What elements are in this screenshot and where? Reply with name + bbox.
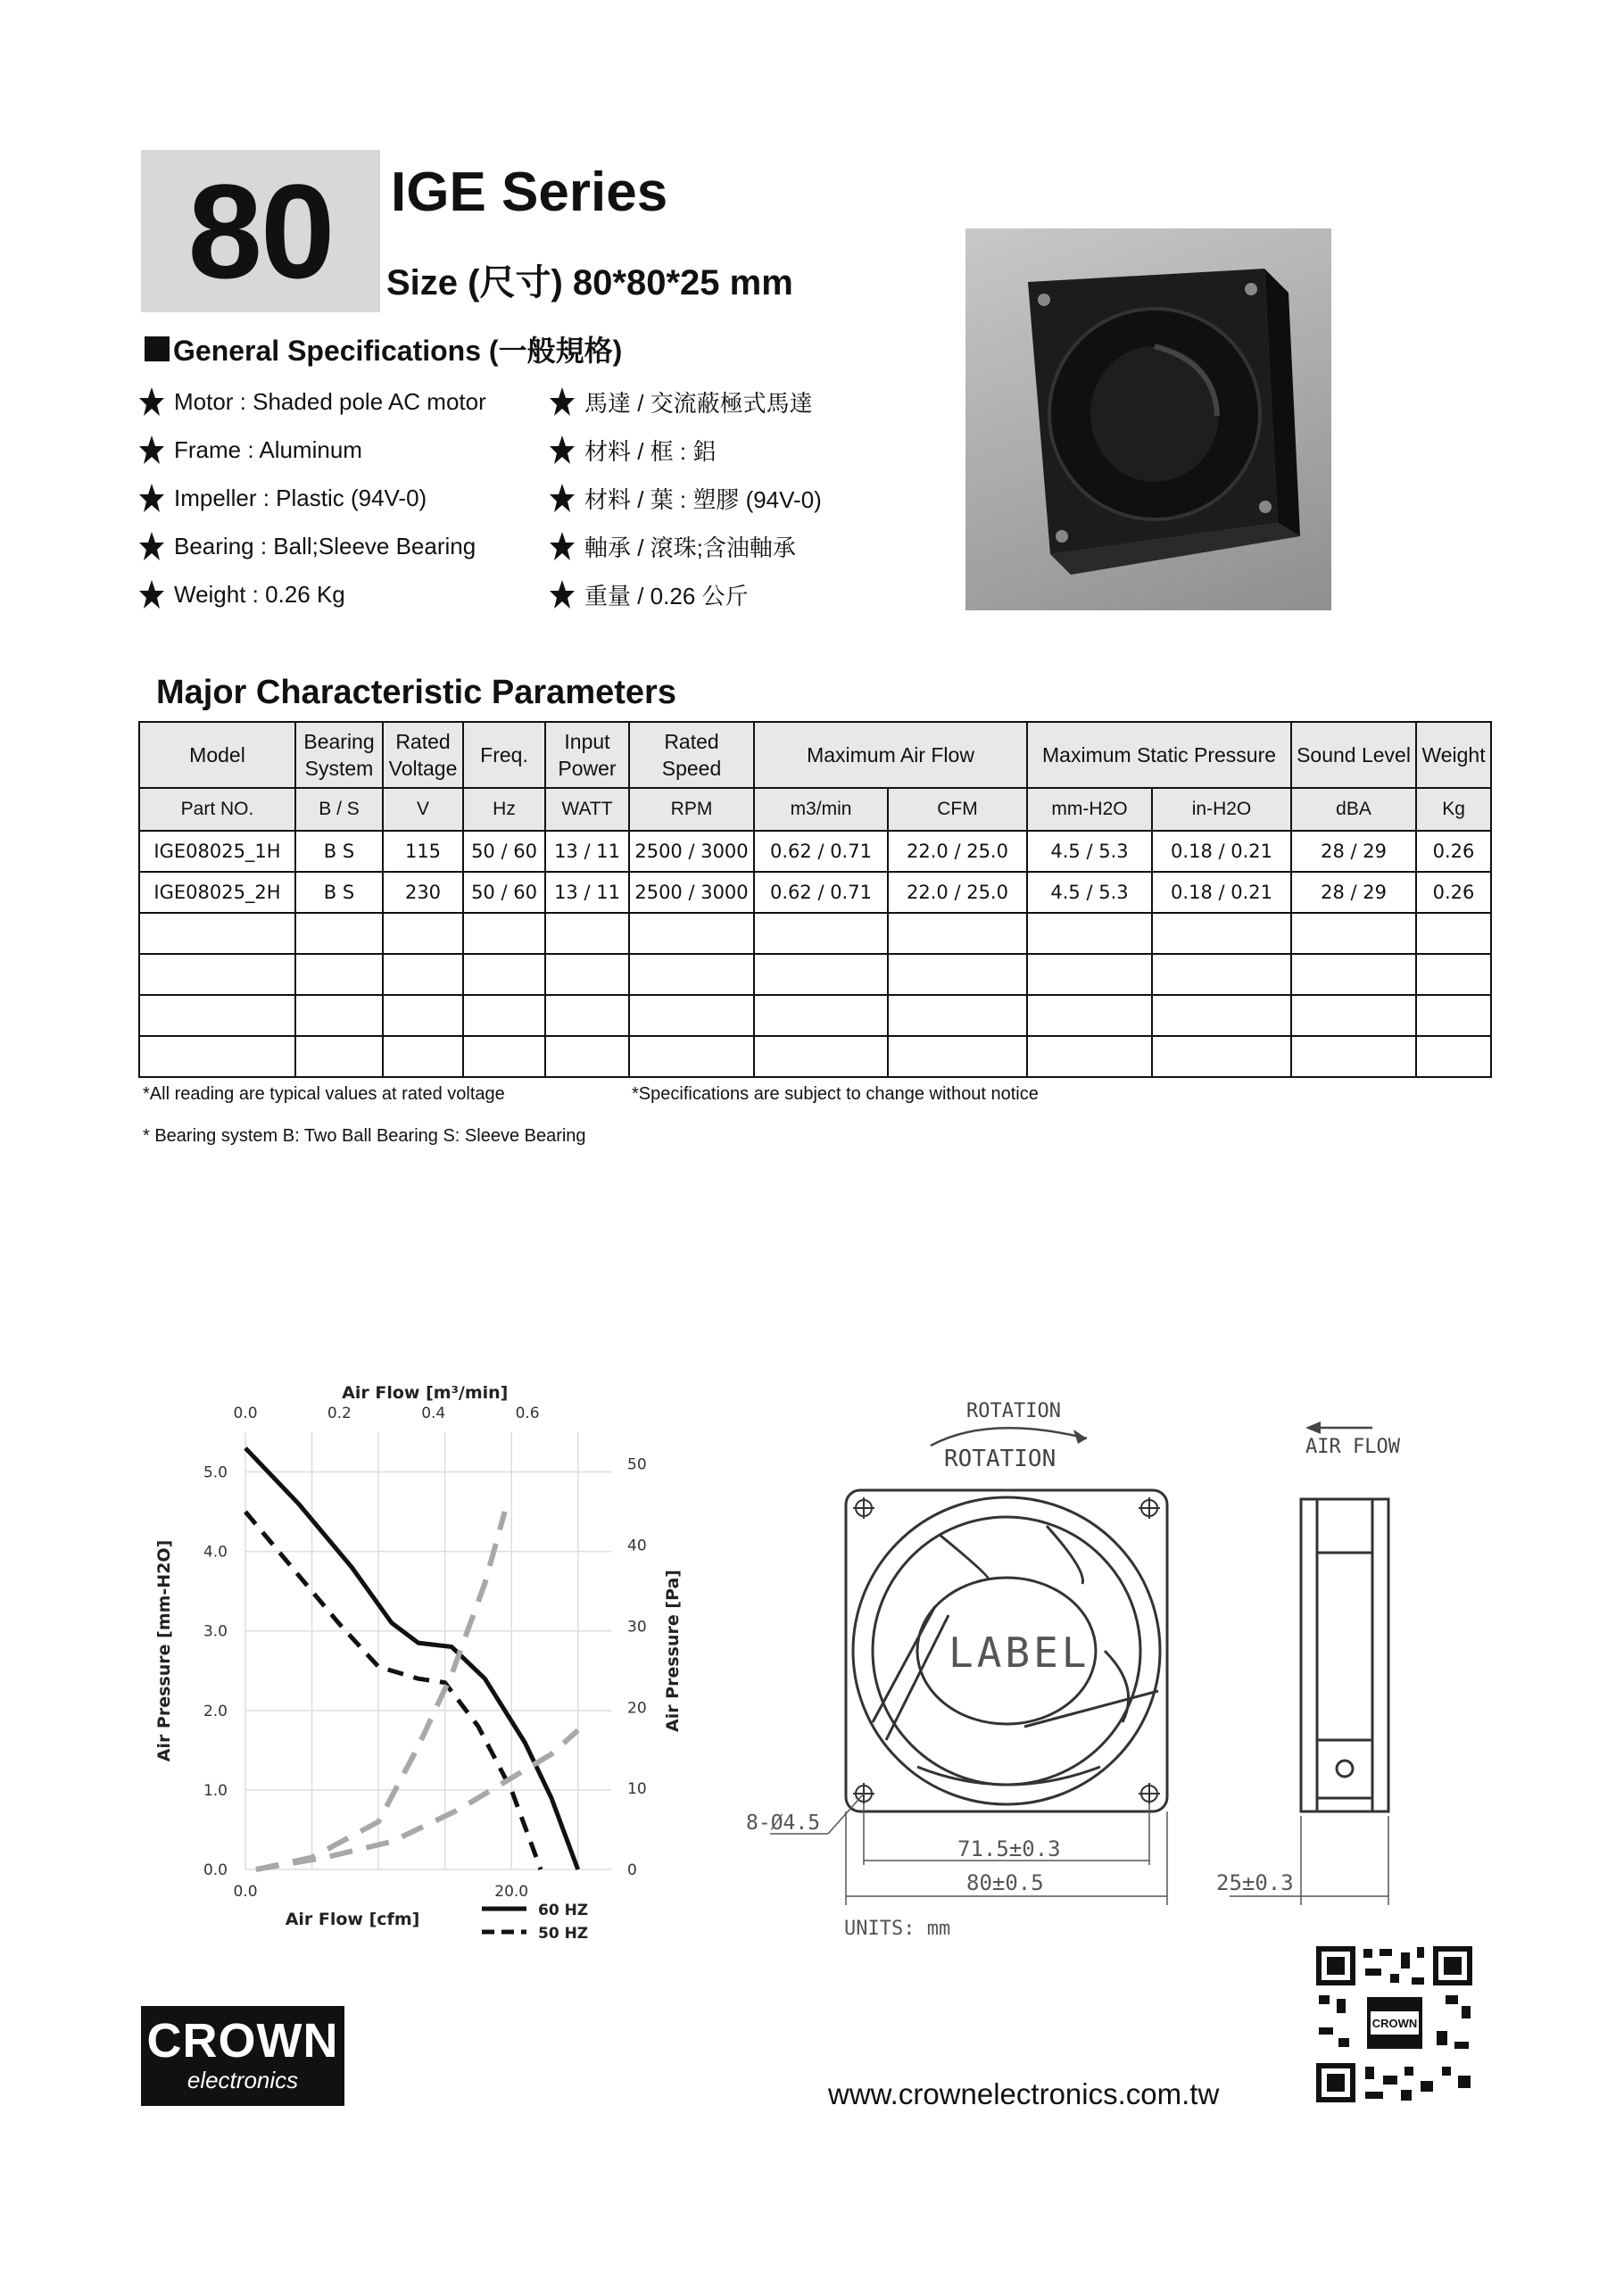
cell: 22.0 / 25.0 [888, 872, 1027, 913]
y-tick-label: 3.0 [203, 1622, 228, 1641]
logo-subtext: electronics [186, 2067, 299, 2093]
spec-en: Impeller : Plastic (94V-0) [174, 484, 427, 511]
table-title: Major Characteristic Parameters [156, 674, 676, 711]
series-size: Size (尺寸) 80*80*25 mm [386, 263, 793, 303]
spec-row-motor [138, 385, 813, 418]
top-axis-label: Air Flow [m³/min] [342, 1383, 509, 1403]
cell: 0.62 / 0.71 [754, 831, 888, 872]
table-row [139, 872, 1491, 913]
table-row [139, 831, 1491, 872]
rotation-label-small: ROTATION [966, 1400, 1061, 1422]
y2-tick-label: 30 [627, 1618, 647, 1637]
x2-tick-label: 0.0 [233, 1405, 258, 1422]
cell: 230 [383, 872, 463, 913]
star-icon [549, 435, 576, 465]
units-label: UNITS: mm [844, 1918, 951, 1940]
airflow-label: AIR FLOW [1305, 1436, 1400, 1458]
parameters-table [138, 721, 1492, 1078]
cell: 2500 / 3000 [629, 831, 754, 872]
cell: 22.0 / 25.0 [888, 831, 1027, 872]
y2-tick-label: 0 [627, 1861, 637, 1879]
cell: 0.18 / 0.21 [1152, 831, 1291, 872]
col-header: Weight [1416, 722, 1491, 788]
cell: IGE08025_1H [139, 831, 295, 872]
cell: 4.5 / 5.3 [1027, 872, 1152, 913]
y-axis-label: Air Pressure [mm-H2O] [154, 1539, 174, 1762]
series-line-2 [256, 1512, 505, 1869]
cell: 0.26 [1416, 831, 1491, 872]
empty-table-row [139, 913, 1491, 954]
cell: 2500 / 3000 [629, 872, 754, 913]
star-icon [549, 483, 576, 513]
spec-zh: 材料 / 葉 : 塑膠 (94V-0) [584, 485, 822, 513]
y-tick-label: 4.0 [203, 1543, 228, 1562]
star-icon [138, 435, 165, 465]
spec-en: Frame : Aluminum [174, 435, 362, 463]
spec-en: Motor : Shaded pole AC motor [174, 387, 486, 415]
series-line-0 [245, 1448, 578, 1869]
dim-outer: 80±0.5 [966, 1870, 1044, 1895]
cell: 0.18 / 0.21 [1152, 872, 1291, 913]
star-icon [138, 483, 165, 513]
note-spec-change: *Specifications are subject to change without notice [632, 1084, 1039, 1104]
x-axis-label: Air Flow [cfm] [285, 1910, 420, 1929]
cell: 13 / 11 [545, 831, 629, 872]
spec-en: Weight : 0.26 Kg [174, 580, 345, 608]
unit-cell: V [383, 788, 463, 831]
col-header: Rated Speed [629, 722, 754, 788]
cell: 28 / 29 [1291, 872, 1416, 913]
cell: 50 / 60 [463, 831, 545, 872]
hole-spec: 8-Ø4.5 [746, 1811, 821, 1835]
size-number-box: 80 [141, 150, 380, 312]
dim-depth: 25±0.3 [1216, 1870, 1294, 1895]
rotation-label: ROTATION [944, 1446, 1056, 1472]
cell: 28 / 29 [1291, 831, 1416, 872]
x2-tick-label: 0.2 [327, 1405, 352, 1422]
general-specs-title-text: General Specifications (一般規格) [173, 335, 623, 367]
cell: 0.62 / 0.71 [754, 872, 888, 913]
square-bullet-icon [145, 336, 170, 361]
empty-table-row [139, 1036, 1491, 1077]
spec-zh: 馬達 / 交流蔽極式馬達 [584, 389, 813, 417]
y2-tick-label: 20 [627, 1699, 647, 1718]
note-bearing-system: * Bearing system B: Two Ball Bearing S: Sleeve Bearing [143, 1126, 586, 1146]
rotation-arrow-icon [931, 1428, 1087, 1446]
unit-cell: CFM [888, 788, 1027, 831]
unit-cell: in-H2O [1152, 788, 1291, 831]
spec-row-frame [138, 434, 716, 466]
y2-tick-label: 50 [627, 1455, 647, 1474]
star-icon [138, 579, 165, 609]
y2-tick-label: 10 [627, 1780, 647, 1799]
cell: B S [295, 831, 383, 872]
cell: B S [295, 872, 383, 913]
qr-center-label: CROWN [1371, 2017, 1418, 2030]
x2-tick-label: 0.4 [421, 1405, 446, 1422]
website-link[interactable]: www.crownelectronics.com.tw [828, 2077, 1220, 2110]
legend-label: 50 HZ [538, 1925, 589, 1943]
unit-cell: WATT [545, 788, 629, 831]
y2-axis-label: Air Pressure [Pa] [663, 1569, 683, 1733]
unit-cell: Kg [1416, 788, 1491, 831]
unit-cell: RPM [629, 788, 754, 831]
legend-label: 60 HZ [538, 1902, 589, 1919]
star-icon [138, 531, 165, 561]
col-header: Bearing System [295, 722, 383, 788]
logo-text: CROWN [146, 2014, 339, 2068]
spec-zh: 軸承 / 滾珠;含油軸承 [584, 534, 796, 561]
unit-cell: dBA [1291, 788, 1416, 831]
cell: IGE08025_2H [139, 872, 295, 913]
spec-zh: 材料 / 框 : 鋁 [584, 437, 717, 465]
cell: 0.26 [1416, 872, 1491, 913]
qr-code-icon [1312, 1942, 1477, 2107]
product-photo [965, 228, 1331, 610]
x-tick-label: 0.0 [233, 1883, 258, 1901]
unit-cell: mm-H2O [1027, 788, 1152, 831]
col-header: Freq. [463, 722, 545, 788]
star-icon [138, 386, 165, 417]
col-header: Model [139, 722, 295, 788]
dim-inner: 71.5±0.3 [957, 1836, 1061, 1861]
spec-zh: 重量 / 0.26 公斤 [584, 582, 749, 609]
spec-row-bearing [138, 530, 796, 562]
empty-table-row [139, 995, 1491, 1036]
fan-side-view [1301, 1499, 1388, 1811]
spec-row-impeller [138, 482, 822, 514]
unit-cell: Part NO. [139, 788, 295, 831]
x2-tick-label: 0.6 [515, 1405, 540, 1422]
col-header: Sound Level [1291, 722, 1416, 788]
y-tick-label: 1.0 [203, 1781, 228, 1800]
spec-row-weight [138, 578, 749, 610]
cell: 50 / 60 [463, 872, 545, 913]
crown-logo [141, 2006, 344, 2106]
y-tick-label: 2.0 [203, 1702, 228, 1720]
cell: 115 [383, 831, 463, 872]
table-unit-row [139, 788, 1491, 831]
col-header: Maximum Air Flow [754, 722, 1027, 788]
unit-cell: m3/min [754, 788, 888, 831]
note-rated-voltage: *All reading are typical values at rated voltage [143, 1084, 505, 1104]
cell: 13 / 11 [545, 872, 629, 913]
spec-en: Bearing : Ball;Sleeve Bearing [174, 532, 476, 559]
general-specs-title [145, 328, 622, 369]
x-tick-label: 20.0 [494, 1883, 529, 1901]
y-tick-label: 5.0 [203, 1463, 228, 1482]
unit-cell: B / S [295, 788, 383, 831]
dimension-drawing [730, 1383, 1408, 1945]
table-header-row [139, 722, 1491, 788]
unit-cell: Hz [463, 788, 545, 831]
star-icon [549, 531, 576, 561]
performance-chart [147, 1379, 700, 1950]
col-header: Input Power [545, 722, 629, 788]
cell: 4.5 / 5.3 [1027, 831, 1152, 872]
col-header: Maximum Static Pressure [1027, 722, 1291, 788]
series-title: IGE Series [391, 162, 668, 223]
star-icon [549, 386, 576, 417]
star-icon [549, 579, 576, 609]
y-tick-label: 0.0 [203, 1861, 228, 1879]
series-line-1 [245, 1512, 541, 1869]
empty-table-row [139, 954, 1491, 995]
center-label: LABEL [949, 1629, 1090, 1677]
y2-tick-label: 40 [627, 1537, 647, 1555]
col-header: Rated Voltage [383, 722, 463, 788]
